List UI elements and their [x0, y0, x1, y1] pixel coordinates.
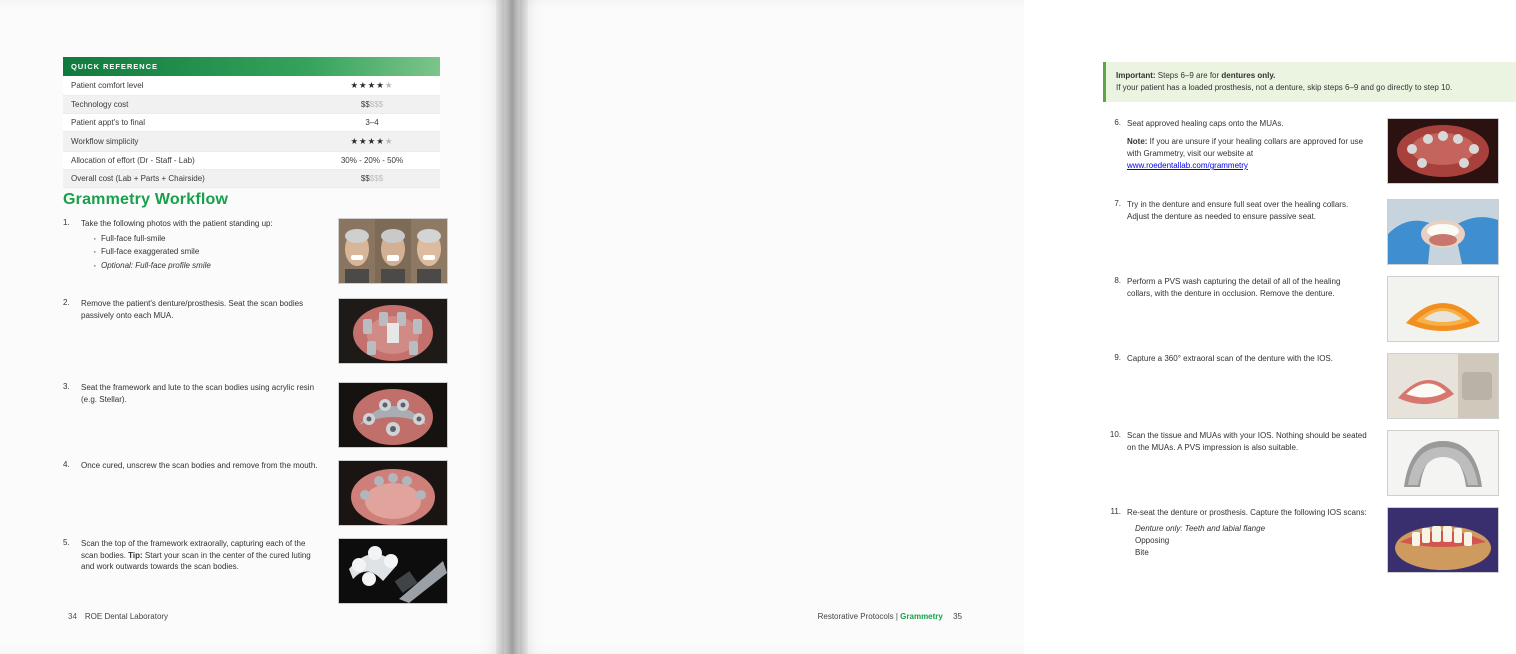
- list-item: [63, 382, 443, 454]
- step-number: 3.: [63, 382, 70, 391]
- row-label: Patient appt's to final: [71, 118, 146, 127]
- list-item: [63, 298, 443, 376]
- row-label: Patient comfort level: [71, 81, 144, 90]
- list-item: [63, 538, 443, 610]
- step-body: Capture a 360° extraoral scan of the denture with the IOS.: [1127, 354, 1333, 363]
- step-number: 1.: [63, 218, 70, 227]
- step-image-framework-luted: [338, 382, 448, 448]
- step-number: 10.: [1109, 430, 1121, 439]
- footer-text: ROE Dental Laboratory: [84, 612, 169, 621]
- bullet: · Full-face full-smile: [91, 233, 321, 245]
- step-body: [1127, 507, 1367, 559]
- step-number: 7.: [1114, 199, 1121, 208]
- bullet: Bite: [1135, 548, 1149, 557]
- left-page: [0, 0, 504, 654]
- callout-line-2: If your patient has a loaded prosthesis, not a denture, skip steps 6–9 and go directly to step 10.: [1116, 83, 1453, 92]
- step-image-healing-caps: [1387, 118, 1499, 184]
- step-image-full-face-smiles: [338, 218, 448, 284]
- page-number: 35: [953, 612, 962, 621]
- step-number: 4.: [63, 460, 70, 469]
- table-row: [63, 132, 440, 152]
- workflow-steps-continued: [1103, 118, 1499, 588]
- step-text: Seat approved healing caps onto the MUAs.: [1127, 119, 1284, 128]
- footer-text: Restorative Protocols |: [817, 612, 898, 621]
- row-value: 30% - 20% - 50%: [340, 156, 404, 165]
- right-footer: [818, 612, 962, 621]
- step-note: Note: If you are unsure if your healing collars are approved for use with Grammetry, visit our website at www.roedentallab.com/grammetry: [1127, 137, 1364, 170]
- list-item: [1103, 118, 1499, 194]
- row-label: Allocation of effort (Dr - Staff - Lab): [71, 156, 195, 165]
- row-value: ★★★★★: [350, 80, 394, 90]
- step-number: 9.: [1114, 353, 1121, 362]
- list-item: [63, 218, 443, 292]
- workflow-steps: [63, 218, 443, 616]
- step-body: Once cured, unscrew the scan bodies and remove from the mouth.: [81, 461, 318, 470]
- step-image-ios-mesh-scan: [1387, 430, 1499, 496]
- row-value: $$$$$: [360, 100, 384, 109]
- table-row: [63, 152, 440, 170]
- step-body: Scan the top of the framework extraorally, capturing each of the scan bodies. Tip: Start your scan in the center of the cured luting and work outwards towards the scan bodies.: [81, 539, 311, 572]
- step-body: [1127, 118, 1367, 172]
- list-item: [1103, 199, 1499, 271]
- quick-reference-title: QUICK REFERENCE: [63, 57, 440, 76]
- step-image-pvs-wash: [1387, 276, 1499, 342]
- row-label: Technology cost: [71, 100, 129, 109]
- table-row: [63, 76, 440, 96]
- quick-reference-table: [63, 57, 440, 188]
- list-item: [63, 460, 443, 532]
- step-text: Take the following photos with the patient standing up:: [81, 219, 273, 228]
- list-item: [1103, 507, 1499, 583]
- step-number: 2.: [63, 298, 70, 307]
- book-gutter: [496, 0, 528, 654]
- table-row: [63, 114, 440, 132]
- step-number: 11.: [1110, 507, 1121, 516]
- section-title: Grammetry Workflow: [63, 191, 229, 208]
- table-row: [63, 96, 440, 114]
- important-callout: [1103, 62, 1516, 102]
- step-body: Try in the denture and ensure full seat over the healing collars. Adjust the denture as needed to ensure passive seat.: [1127, 200, 1349, 221]
- step-body: Seat the framework and lute to the scan bodies using acrylic resin (e.g. Stellar).: [81, 383, 315, 404]
- step-bullets: [1135, 523, 1367, 559]
- step-text: Re-seat the denture or prosthesis. Capture the following IOS scans:: [1127, 508, 1367, 517]
- row-value: 3–4: [365, 118, 379, 127]
- list-item: [1103, 430, 1499, 502]
- list-item: [1103, 276, 1499, 348]
- step-bullets: [91, 233, 321, 272]
- page-number: 34: [68, 612, 77, 621]
- bullet: Denture only: Teeth and labial flange: [1135, 524, 1266, 533]
- table-row: [63, 170, 440, 188]
- step-image-scan-bodies: [338, 298, 448, 364]
- step-body: [81, 218, 321, 271]
- step-body: Scan the tissue and MUAs with your IOS. Nothing should be seated on the MUAs. A PVS impression is also suitable.: [1127, 431, 1367, 452]
- bullet: · Optional: Full-face profile smile: [91, 260, 321, 272]
- grammetry-website-link[interactable]: www.roedentallab.com/grammetry: [1127, 161, 1248, 170]
- step-number: 8.: [1114, 276, 1121, 285]
- row-value: $$$$$: [360, 174, 384, 183]
- row-value: ★★★★★: [350, 136, 394, 146]
- list-item: [1103, 353, 1499, 425]
- step-image-denture-try-in: [1387, 199, 1499, 265]
- step-number: 5.: [63, 538, 70, 547]
- step-body: Remove the patient's denture/prosthesis. Seat the scan bodies passively onto each MUA.: [81, 299, 304, 320]
- row-label: Overall cost (Lab + Parts + Chairside): [71, 174, 205, 183]
- footer-section: Grammetry: [900, 612, 943, 621]
- step-image-denture-extraoral-scan: [1387, 353, 1499, 419]
- step-body: Perform a PVS wash capturing the detail of all of the healing collars, with the denture in occlusion. Remove the denture.: [1127, 277, 1341, 298]
- step-image-digital-prosthesis-scan: [1387, 507, 1499, 573]
- bullet: · Full-face exaggerated smile: [91, 246, 321, 258]
- step-image-arch-after-removal: [338, 460, 448, 526]
- left-footer: [68, 612, 168, 621]
- step-image-extraoral-scan: [338, 538, 448, 604]
- right-page: [520, 0, 1453, 654]
- callout-line-1: Important: Steps 6–9 are for dentures only.: [1116, 71, 1276, 80]
- row-label: Workflow simplicity: [71, 137, 139, 146]
- step-number: 6.: [1114, 118, 1121, 127]
- bullet: Opposing: [1135, 536, 1170, 545]
